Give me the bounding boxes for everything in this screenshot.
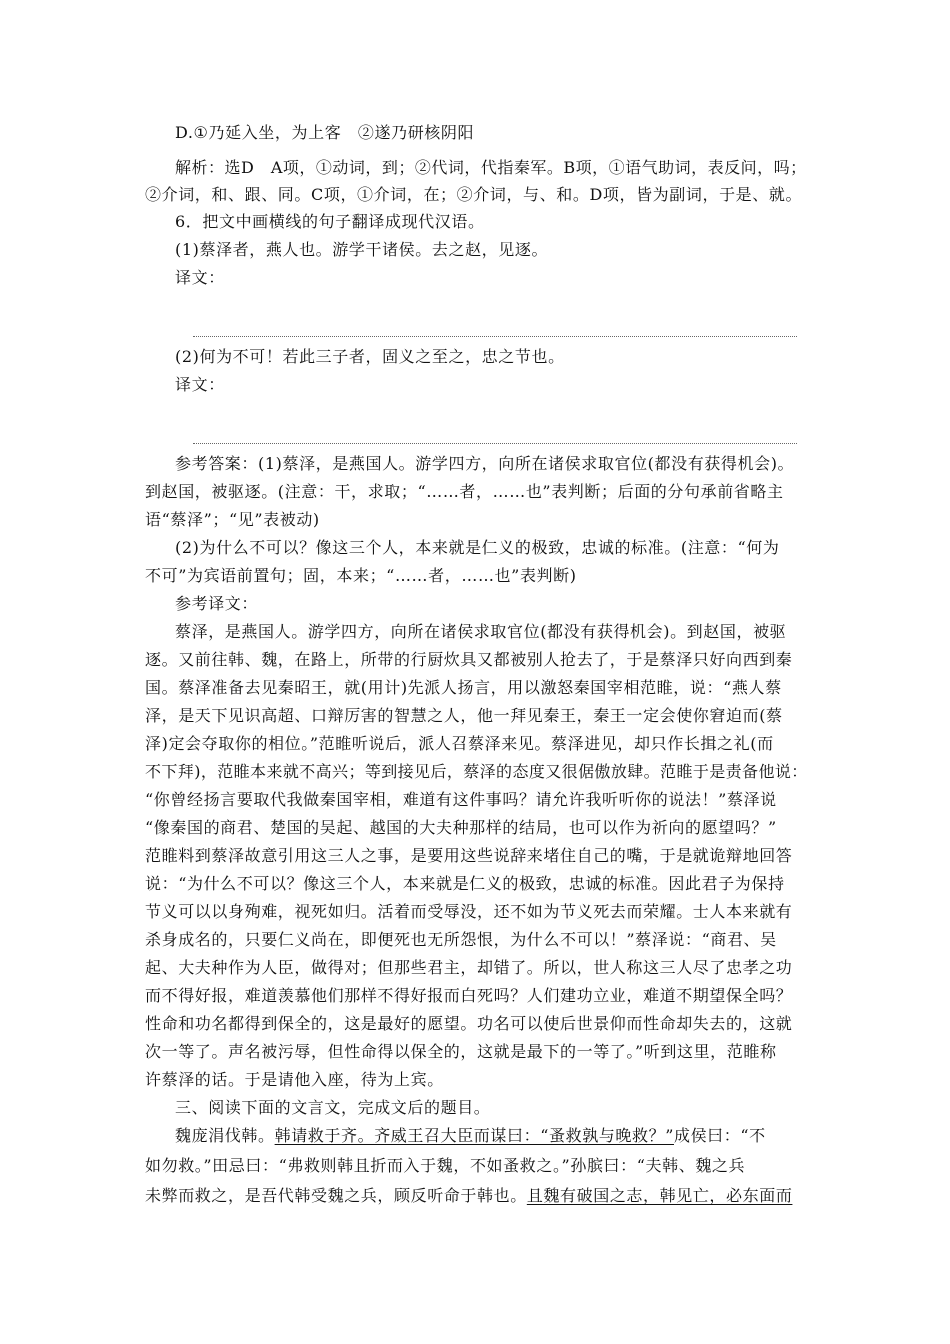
reference-text-line: “你曾经扬言要取代我做秦国宰相，难道有这件事吗？请允许我听听你的说法！”蔡泽说 bbox=[145, 790, 777, 809]
passage-text: 未弊而救之，是吾代韩受魏之兵，顾反听命于韩也。 bbox=[145, 1186, 527, 1205]
underlined-sentence: 韩请救于齐。齐威王召大臣而谋曰：“蚤救孰与晚救？” bbox=[274, 1126, 674, 1145]
underlined-sentence: 且魏有破国之志，韩见亡，必东面而 bbox=[526, 1186, 793, 1205]
reference-text-line: 而不得好报，难道羡慕他们那样不得好报而白死吗？人们建功立业，难道不期望保全吗？ bbox=[145, 986, 793, 1005]
option-d: D.①乃延入坐，为上客 ②遂乃研核阴阳 bbox=[175, 123, 475, 142]
answer-line-2 bbox=[193, 443, 797, 444]
reference-text-line: 次一等了。声名被污辱，但性命得以保全的，这就是最下的一等了。”听到这里，范睢称 bbox=[145, 1042, 777, 1061]
answer-line-1 bbox=[193, 336, 797, 337]
reference-text-line: 范睢料到蔡泽故意引用这三人之事，是要用这些说辞来堵住自己的嘴，于是就诡辩地回答 bbox=[145, 846, 793, 865]
question-6-title: 6．把文中画横线的句子翻译成现代汉语。 bbox=[175, 212, 485, 231]
reference-text-line: 泽)定会夺取你的相位。”范睢听说后，派人召蔡泽来见。蔡泽进见，却只作长揖之礼(而 bbox=[145, 734, 774, 753]
reference-text-line: 杀身成名的，只要仁义尚在，即便死也无所怨恨，为什么不可以！”蔡泽说：“商君、吴 bbox=[145, 930, 777, 949]
question-6-item-1: (1)蔡泽者，燕人也。游学干诸侯。去之赵，见逐。 bbox=[175, 240, 549, 259]
section-3-title: 三、阅读下面的文言文，完成文后的题目。 bbox=[175, 1098, 491, 1117]
reference-text-line: 节义可以以身殉难，视死如归。活着而受辱没，还不如为节义死去而荣耀。士人本来就有 bbox=[145, 902, 793, 921]
reference-text-line: “像秦国的商君、楚国的吴起、越国的大夫种那样的结局，也可以作为祈向的愿望吗？” bbox=[145, 818, 777, 837]
passage-line-1 bbox=[175, 1126, 766, 1146]
passage-text: 魏庞涓伐韩。 bbox=[175, 1126, 275, 1145]
translation-label-1: 译文： bbox=[175, 268, 225, 287]
answer-2-line-2: 不可”为宾语前置句；固，本来；“……者，……也”表判断) bbox=[145, 566, 577, 585]
analysis-line-1: 解析：选D A项，①动词，到；②代词，代指秦军。B项，①语气助词，表反问，吗； bbox=[175, 158, 807, 177]
question-6-item-2: (2)何为不可！若此三子者，固义之至之，忠之节也。 bbox=[175, 347, 565, 366]
answer-1-line-3: 语“蔡泽”；“见”表被动) bbox=[145, 510, 320, 529]
answer-1-line-2: 到赵国，被驱逐。(注意：干，求取；“……者，……也”表判断；后面的分句承前省略主 bbox=[145, 482, 784, 501]
reference-text-line: 说：“为什么不可以？像这三个人，本来就是仁义的极致，忠诚的标准。因此君子为保持 bbox=[145, 874, 785, 893]
reference-text-line: 蔡泽，是燕国人。游学四方，向所在诸侯求取官位(都没有获得机会)。到赵国，被驱 bbox=[175, 622, 787, 641]
passage-line-3 bbox=[145, 1186, 792, 1206]
reference-text-line: 性命和功名都得到保全的，这是最好的愿望。功名可以使后世景仰而性命却失去的，这就 bbox=[145, 1014, 793, 1033]
reference-text-line: 国。蔡泽准备去见秦昭王，就(用计)先派人扬言，用以激怒秦国宰相范睢，说：“燕人蔡 bbox=[145, 678, 782, 697]
reference-text-line: 许蔡泽的话。于是请他入座，待为上宾。 bbox=[145, 1070, 444, 1089]
answer-1-line-1: 参考答案：(1)蔡泽，是燕国人。游学四方，向所在诸侯求取官位(都没有获得机会)。 bbox=[175, 454, 795, 473]
reference-text-line: 逐。又前往韩、魏，在路上，所带的行厨炊具又都被别人抢去了，于是蔡泽只好向西到秦 bbox=[145, 650, 793, 669]
reference-text-line: 不下拜)，范睢本来就不高兴；等到接见后，蔡泽的态度又很倨傲放肆。范睢于是责备他说： bbox=[145, 762, 808, 781]
analysis-line-2: ②介词，和、跟、同。C项，①介词，在；②介词，与、和。D项，皆为副词，于是、就。 bbox=[145, 185, 803, 204]
reference-text-line: 泽，是天下见识高超、口辩厉害的智慧之人，他一拜见秦王，秦王一定会使你窘迫而(蔡 bbox=[145, 706, 783, 725]
translation-label-2: 译文： bbox=[175, 375, 225, 394]
passage-text: 成侯曰：“不 bbox=[673, 1126, 766, 1145]
passage-line-2: 如勿救。”田忌曰：“弗救则韩且折而入于魏，不如蚤救之。”孙膑曰：“夫韩、魏之兵 bbox=[145, 1156, 746, 1175]
reference-text-line: 起、大夫种作为人臣，做得对；但那些君主，却错了。所以，世人称这三人尽了忠孝之功 bbox=[145, 958, 793, 977]
answer-2-line-1: (2)为什么不可以？像这三个人，本来就是仁义的极致，忠诚的标准。(注意：“何为 bbox=[175, 538, 780, 557]
reference-translation-title: 参考译文： bbox=[175, 594, 259, 613]
